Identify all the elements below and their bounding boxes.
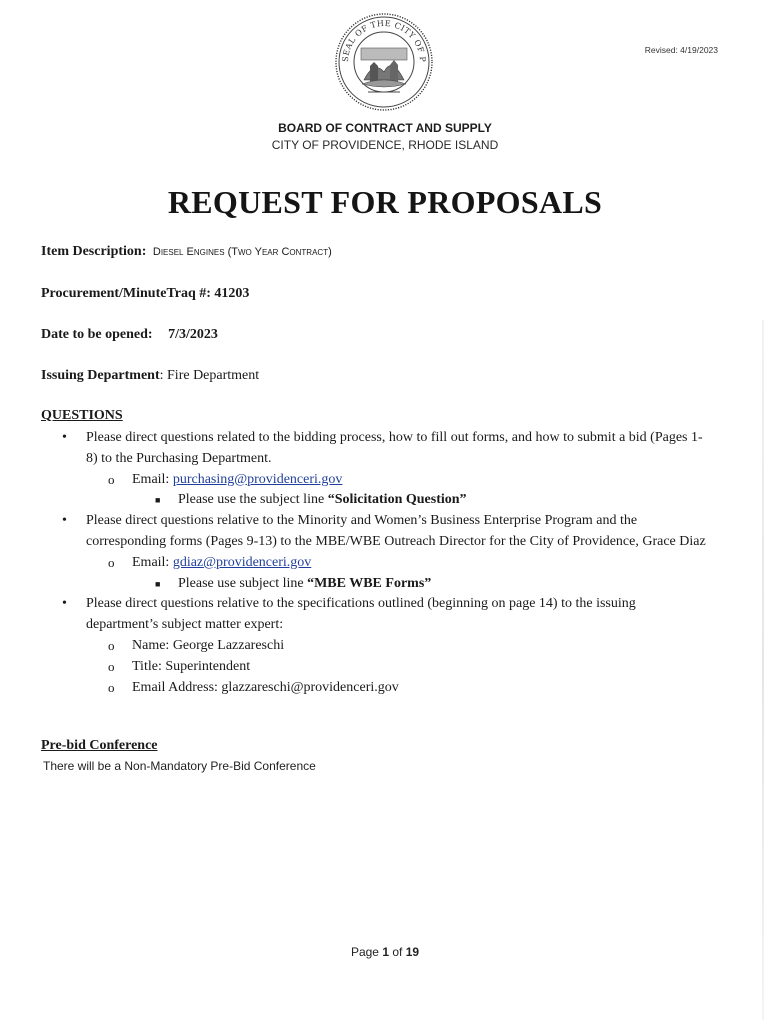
list-item [0, 428, 770, 470]
revised-date: Revised: 4/19/2023 [644, 45, 718, 55]
email-label: Email: [132, 471, 170, 487]
prebid-text: There will be a Non-Mandatory Pre-Bid Conference [43, 759, 316, 773]
issuing-department-label: Issuing Department [41, 368, 160, 383]
question-text: Please direct questions relative to the Minority and Women’s Business Enterprise Program and the corresponding forms (Pages 9-13) to the MBE/WBE Outreach Director for the City of Providence, Grace Diaz [86, 513, 706, 549]
svg-text:SEAL OF THE CITY OF PROVIDENCE: SEAL OF THE CITY OF P [340, 18, 428, 63]
list-item [0, 657, 770, 678]
list-item [0, 553, 770, 574]
list-item [0, 490, 770, 511]
circle-bullet-icon: o [108, 637, 115, 653]
prebid-heading: Pre-bid Conference [41, 738, 158, 753]
city-seal-icon [334, 10, 434, 114]
questions-heading: QUESTIONS [41, 408, 123, 423]
page-number: Page 1 of 19 [350, 945, 420, 959]
bullet-icon: • [62, 596, 67, 612]
circle-bullet-icon: o [108, 471, 115, 487]
mbe-email-link[interactable]: gdiaz@providenceri.gov [172, 554, 312, 570]
expert-title: Title: Superintendent [132, 658, 251, 674]
list-item [0, 511, 770, 553]
issuing-department-row: Issuing Department: Fire Department [41, 368, 260, 383]
email-label: Email: [132, 554, 170, 570]
city-name: CITY OF PROVIDENCE, RHODE ISLAND [271, 138, 499, 152]
document-title: REQUEST FOR PROPOSALS [167, 184, 603, 220]
expert-email: Email Address: glazzareschi@providenceri.gov [132, 679, 399, 695]
bullet-icon: • [62, 430, 67, 445]
question-text: Please direct questions related to the bidding process, how to fill out forms, and how to submit a bid (Pages 1-8) to the Purchasing Department. [86, 430, 703, 466]
circle-bullet-icon: o [108, 679, 115, 695]
list-item [0, 678, 770, 699]
item-description-value: Diesel Engines (Two Year Contract) [152, 246, 332, 258]
square-bullet-icon: ■ [155, 578, 161, 589]
issuing-department-value: Fire Department [167, 368, 260, 383]
subject-line: “MBE WBE Forms” [307, 575, 432, 591]
circle-bullet-icon: o [108, 554, 115, 570]
questions-list [0, 428, 770, 698]
subject-prefix: Please use subject line [178, 575, 304, 591]
expert-name: Name: George Lazzareschi [132, 637, 285, 653]
procurement-value: 41203 [214, 286, 250, 301]
subject-line: “Solicitation Question” [327, 492, 467, 508]
board-name: BOARD OF CONTRACT AND SUPPLY [278, 121, 492, 135]
subject-prefix: Please use the subject line [178, 492, 325, 508]
date-opened-value: 7/3/2023 [168, 327, 218, 342]
procurement-label: Procurement/MinuteTraq #: [41, 286, 211, 301]
procurement-row [41, 286, 249, 302]
purchasing-email-link[interactable]: purchasing@providenceri.gov [172, 471, 343, 487]
date-opened-label: Date to be opened: [41, 327, 153, 342]
question-text: Please direct questions relative to the specifications outlined (beginning on page 14) to the issuing department’s subject matter expert: [86, 596, 636, 633]
list-item [0, 636, 770, 657]
circle-bullet-icon: o [108, 658, 115, 674]
square-bullet-icon: ■ [155, 495, 161, 506]
list-item [0, 594, 770, 636]
date-opened-row [41, 327, 218, 343]
item-description-label: Item Description: [41, 244, 147, 259]
list-item [0, 574, 770, 595]
bullet-icon: • [62, 513, 67, 529]
list-item [0, 470, 770, 491]
item-description-row [41, 244, 332, 260]
